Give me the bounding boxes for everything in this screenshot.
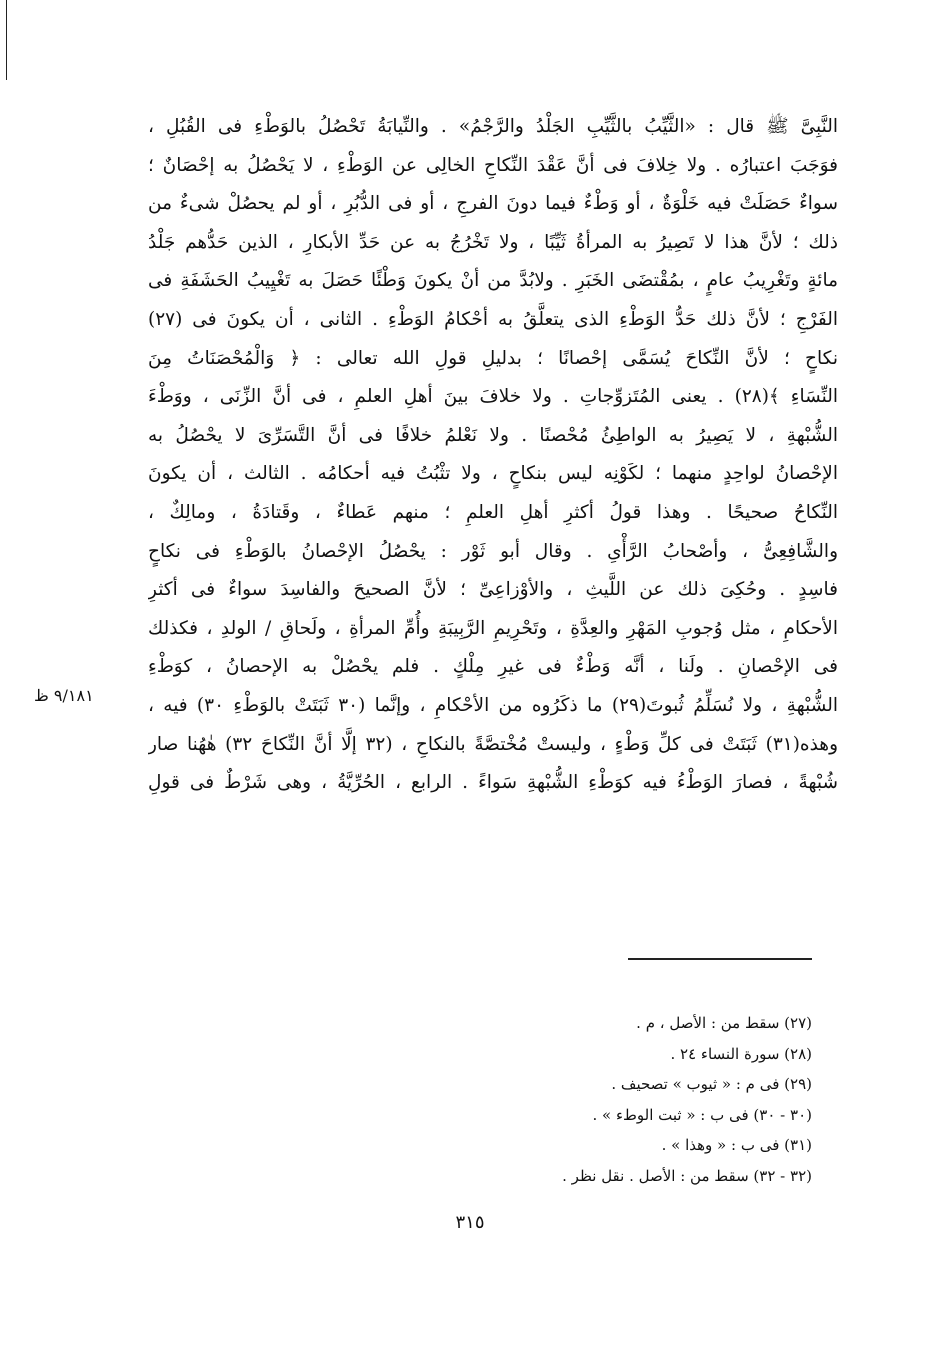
- text-line: نكاحٍ ؛ لأنَّ النِّكاحَ يُسَمَّى إحْصانًا ؛ بدليلِ قولِ الله تعالى : ﴿ وَالْمُحْصَنَاتُ مِنَ: [148, 347, 838, 369]
- page-number: ٣١٥: [455, 1212, 485, 1233]
- margin-folio-note: ٩/١٨١ ظ: [34, 686, 94, 705]
- footnotes-block: [420, 1008, 812, 1191]
- footnote-separator: [628, 958, 812, 960]
- footnote: (٢٧) سقط من : الأصل ، م .: [636, 1014, 812, 1032]
- text-line: فى الإحْصانِ . ولَنا ، أنَّه وَطْءٌ فى غيرِ مِلْكٍ . فلم يحْصُلْ به الإحصانُ ، كوَطْءِ: [148, 656, 838, 678]
- footnote: (٣٢ - ٣٢) سقط من : الأصل . نقل نظر .: [562, 1166, 812, 1185]
- text-line: الشُّبْهةِ ، لا يَصِيرُ به الواطِئُ مُحْصنًا . ولا نَعْلمُ خلافًا فى أنَّ التَّسَرِّىَ لا يحْصُلُ به: [148, 424, 838, 446]
- text-line: فاسِدٍ . وحُكِىَ ذلك عن اللَّيثِ ، والأوْزاعِىِّ ؛ لأنَّ الصحيحَ والفاسِدَ سواءٌ فى أكثرِ: [148, 579, 838, 601]
- text-line: الفَرْجِ ؛ لأنَّ ذلك حَدُّ الوَطْءِ الذى يتعلَّقُ به أحْكامُ الوَطْءِ . الثانى ، أن يكونَ فى (٢٧): [148, 308, 838, 330]
- text-line: وهذه(٣١) ثَبَتَتْ فى كلِّ وَطْءٍ ، وليستْ مُخْتصَّةً بالنكاحِ ، (٣٢ إلَّا أنَّ النِّكاحَ ٣٢) هٰهُنا صار: [148, 733, 838, 755]
- text-line: شُبْهةً ، فصارَ الوَطْءُ فيه كوَطْءِ الشُّبْهةِ سَواءً . الرابع ، الحُرِّيَّةُ ، وهى شَرْطٌ فى قولِ: [148, 772, 838, 794]
- text-line: الأحكامِ ، مثل وُجوبِ المَهْرِ والعِدَّةِ ، وتَحْرِيمِ الرَّبِيبَةِ وأُمِّ المرأةِ ، ولَحاقِ / الولدِ ، فكذلك: [148, 617, 838, 639]
- text-line: النِّكاحُ صحيحًا . وهذا قولُ أكثرِ أهلِ العلمِ ؛ منهم عَطاءٌ ، وقَتادَةُ ، ومالِكٌ ،: [148, 501, 838, 523]
- footnote: (٢٩) فى م : « ثيوب » تصحيف .: [611, 1075, 812, 1093]
- footnote: (٢٨) سورة النساء ٢٤ .: [670, 1044, 812, 1063]
- page-edge-line: [6, 0, 7, 80]
- text-line: سواءٌ حَصَلَتْ فيه خَلْوَةٌ ، أو وَطْءٌ فيما دونَ الفرجِ ، أو فى الدُّبُرِ ، أو لم يحصُلْ شىءٌ من: [148, 193, 838, 215]
- text-line: النِّسَاءِ ﴾(٢٨) . يعنى المُتَزوِّجاتِ . ولا خلافَ بينَ أهلِ العلمِ ، فى أنَّ الزِّنَى ، ووَطْءَ: [148, 386, 838, 408]
- footnote: (٣٠ - ٣٠) فى ب : « ثبت الوطء » .: [592, 1105, 812, 1124]
- text-line: والشَّافِعِىُّ ، وأصْحابُ الرَّأْىِ . وقال أبو ثَوْر : يحْصُلُ الإحْصانُ بالوَطْءِ فى نكاحٍ: [148, 540, 838, 562]
- text-line: ذلك ؛ لأنَّ هذا لا تَصِيرُ به المرأةُ ثَيِّبًا ، ولا تَخْرُجُ به عن حَدِّ الأبكارِ ، الذين حَدُّهم جَلْدُ: [148, 231, 838, 253]
- text-line: الشُّبْهةِ ، ولا نُسَلِّمُ ثُبوتَ(٢٩) ما ذكَرُوه من الأحْكامِ ، وإنَّما (٣٠ ثَبَتَتْ بالوَطْءِ ٣٠) فيه ،: [148, 694, 838, 716]
- footnote: (٣١) فى ب : « وهذا » .: [661, 1136, 812, 1154]
- main-text-block: [148, 108, 838, 803]
- text-line: الإحْصانُ لواحِدٍ منهما ؛ لكَوْنِه ليس بنكاحٍ ، ولا تثْبُتُ فيه أحكامُه . الثالث ، أن يكونَ: [148, 463, 838, 485]
- text-line: النَّبِىَّ ﷺ قال : «الثَّيِّبُ بالثَّيِّبِ الجَلْدُ والرَّجْمُ» . والنِّيابَةُ تَحْصُلُ بالوَطْءِ فى القُبُلِ ،: [148, 116, 838, 137]
- text-line: مائةٍ وتَغْرِيبُ عامٍ ، بمُقْتضَى الخَبَرِ . ولابُدَّ من أنْ يكونَ وَطْئًا حَصَلَ به تَغْيِيبُ الحَشَفَةِ فى: [148, 270, 838, 292]
- text-line: فوَجَبَ اعتبارُه . ولا خِلافَ فى أنَّ عَقْدَ النِّكاحِ الخالِى عن الوَطْءِ ، لا يَحْصُلُ به إحْصَانٌ ؛: [148, 154, 838, 176]
